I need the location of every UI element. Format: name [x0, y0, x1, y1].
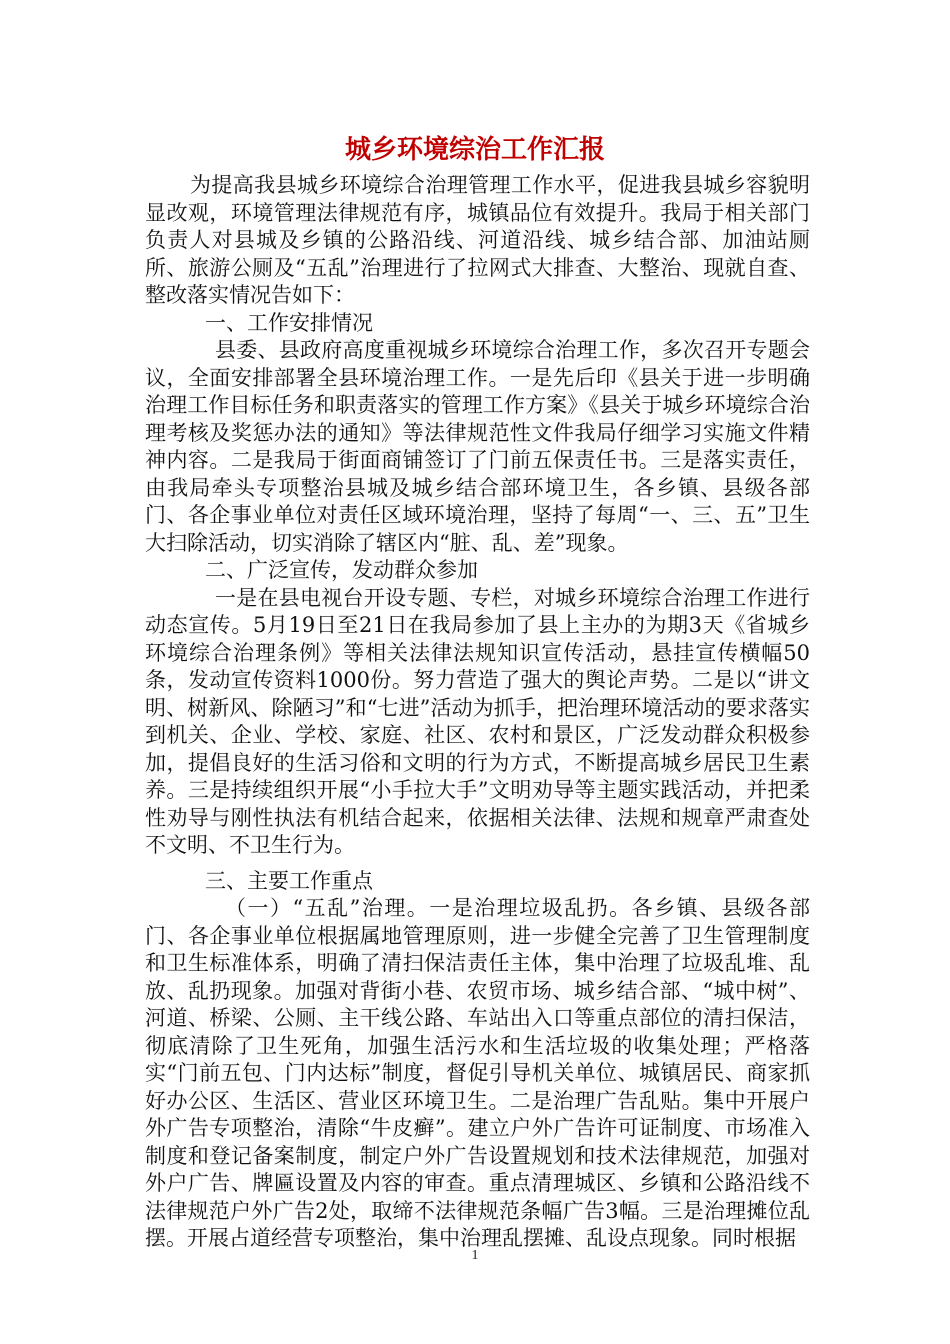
document-title: 城乡环境综治工作汇报	[344, 135, 605, 165]
document-body	[145, 172, 810, 1253]
paragraph-publicity: 一是在县电视台开设专题、专栏，对城乡环境综合治理工作进行动态宣传。5月19日至21日在我局参加了县上主办的为期3天《省城乡环境综合治理条例》等相关法律法规知识宣传活动，悬挂宣传横幅50条，发动宣传资料1000份。努力营造了强大的舆论声势。二是以“讲文明、树新风、除陋习”和“七进”活动为抓手，把治理环境活动的要求落实到机关、企业、学校、家庭、社区、农村和景区，广泛发动群众积极参加，提倡良好的生活习俗和文明的行为方式，不断提高城乡居民卫生素养。三是持续组织开展“小手拉大手”文明劝导等主题实践活动，并把柔性劝导与刚性执法有机结合起来，依据相关法律、法规和规章严肃查处不文明、不卫生行为。	[145, 585, 810, 857]
paragraph-intro: 为提高我县城乡环境综合治理管理工作水平，促进我县城乡容貌明显改观，环境管理法律规范有序，城镇品位有效提升。我局于相关部门负责人对县城及乡镇的公路沿线、河道沿线、城乡结合部、加油站厕所、旅游公厕及“五乱”治理进行了拉网式大排查、大整治、现就自查、整改落实情况告如下：	[145, 173, 810, 307]
paragraph-five-chaos: （一）“五乱”治理。一是治理垃圾乱扔。各乡镇、县级各部门、各企事业单位根据属地管理原则，进一步健全完善了卫生管理制度和卫生标准体系，明确了清扫保洁责任主体，集中治理了垃圾乱堆、乱放、乱扔现象。加强对背街小巷、农贸市场、城乡结合部、“城中树”、河道、桥梁、公厕、主干线公路、车站出入口等重点部位的清扫保洁，彻底清除了卫生死角，加强生活污水和生活垃圾的收集处理；严格落实“门前五包、门内达标”制度，督促引导机关单位、城镇居民、商家抓好办公区、生活区、营业区环境卫生。二是治理广告乱贴。集中开展户外广告专项整治，清除“牛皮癣”。建立户外广告许可证制度、市场准入制度和登记备案制度，制定户外广告设置规划和技术法律规范，加强对外户广告、牌匾设置及内容的审查。重点清理城区、乡镇和公路沿线不法律规范户外广告2处，取缔不法律规范条幅广告3幅。三是治理摊位乱摆。开展占道经营专项整治，集中治理乱摆摊、乱设点现象。同时根据	[145, 896, 810, 1250]
section-heading-1: 一、工作安排情况	[205, 310, 373, 335]
page-number: 1	[471, 1248, 479, 1263]
section-heading-2: 二、广泛宣传，发动群众参加	[205, 558, 478, 582]
paragraph-work-arrangement: 县委、县政府高度重视城乡环境综合治理工作，多次召开专题会议，全面安排部署全县环境治理工作。一是先后印《县关于进一步明确治理工作目标任务和职责落实的管理工作方案》《县关于城乡环境综合治理考核及奖惩办法的通知》等法律规范性文件我局仔细学习实施文件精神内容。二是我局于街面商铺签订了门前五保责任书。三是落实责任，由我局牵头专项整治县城及城乡结合部环境卫生，各乡镇、县级各部门、各企事业单位对责任区域环境治理，坚持了每周“一、三、五”卫生大扫除活动，切实消除了辖区内“脏、乱、差”现象。	[145, 338, 810, 555]
section-heading-3: 三、主要工作重点	[205, 868, 373, 893]
